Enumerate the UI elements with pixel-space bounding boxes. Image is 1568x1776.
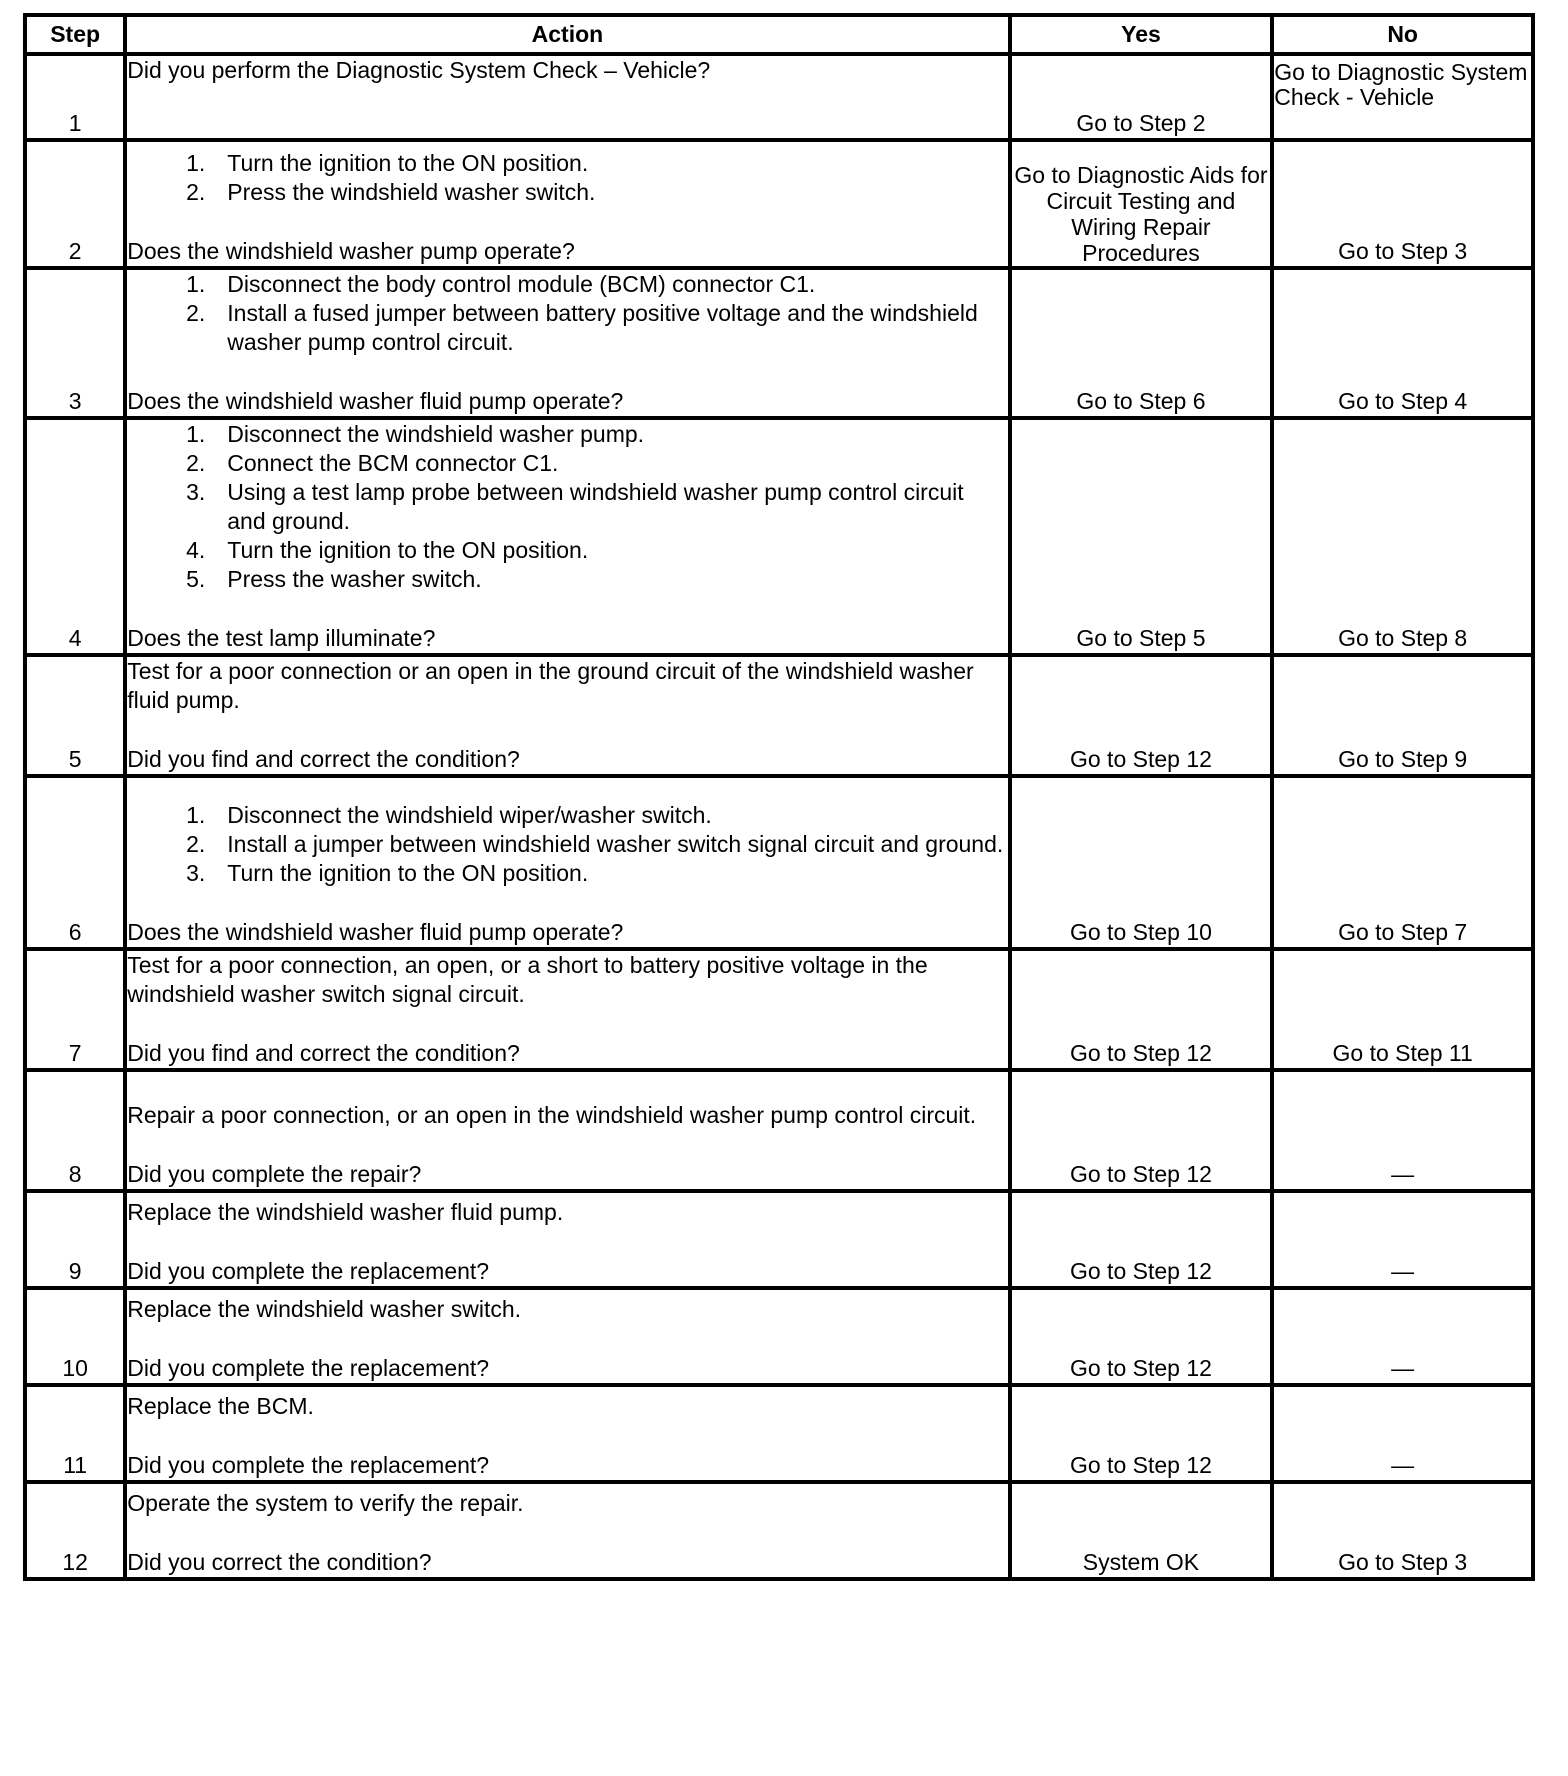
step-number: 9 bbox=[25, 1191, 125, 1288]
yes-cell: Go to Step 12 bbox=[1010, 1070, 1273, 1191]
action-instruction: Replace the windshield washer switch. bbox=[127, 1296, 522, 1322]
step-number: 5 bbox=[25, 655, 125, 776]
action-cell bbox=[125, 140, 1009, 268]
table-row bbox=[25, 655, 1533, 776]
table-row bbox=[25, 1070, 1533, 1191]
list-item: 2. Install a fused jumper between battery positive voltage and the windshield washer pump control circuit. bbox=[186, 300, 978, 355]
action-question: Did you find and correct the condition? bbox=[127, 746, 520, 772]
table-row bbox=[25, 418, 1533, 655]
action-instruction: Operate the system to verify the repair. bbox=[127, 1490, 524, 1516]
action-cell bbox=[125, 1482, 1009, 1579]
table-row bbox=[25, 1482, 1533, 1579]
table-row bbox=[25, 140, 1533, 268]
no-cell: Go to Step 3 bbox=[1272, 140, 1533, 268]
table-row bbox=[25, 949, 1533, 1070]
no-cell: Go to Diagnostic System Check - Vehicle bbox=[1272, 54, 1533, 140]
no-cell: — bbox=[1272, 1288, 1533, 1385]
table-row bbox=[25, 1385, 1533, 1482]
list-item: 1. Disconnect the windshield washer pump. bbox=[186, 421, 645, 447]
yes-cell: System OK bbox=[1010, 1482, 1273, 1579]
action-question: Does the windshield washer pump operate? bbox=[127, 238, 575, 264]
no-cell: Go to Step 11 bbox=[1272, 949, 1533, 1070]
action-question: Did you complete the replacement? bbox=[127, 1258, 490, 1284]
action-steps bbox=[127, 420, 1007, 594]
header-yes: Yes bbox=[1010, 15, 1273, 54]
header-no: No bbox=[1272, 15, 1533, 54]
action-question: Did you complete the repair? bbox=[127, 1161, 422, 1187]
action-instruction: Test for a poor connection, an open, or a short to battery positive voltage in the windshield washer switch signal circuit. bbox=[127, 952, 928, 1007]
table-row bbox=[25, 1191, 1533, 1288]
step-number: 4 bbox=[25, 418, 125, 655]
list-item: 1. Turn the ignition to the ON position. bbox=[186, 150, 589, 176]
no-cell: Go to Step 3 bbox=[1272, 1482, 1533, 1579]
header-action: Action bbox=[125, 15, 1009, 54]
action-instruction: Test for a poor connection or an open in the ground circuit of the windshield washer fluid pump. bbox=[127, 658, 974, 713]
list-item: 3. Using a test lamp probe between windshield washer pump control circuit and ground. bbox=[186, 479, 964, 534]
no-cell: — bbox=[1272, 1385, 1533, 1482]
step-number: 6 bbox=[25, 776, 125, 949]
step-number: 7 bbox=[25, 949, 125, 1070]
yes-cell: Go to Step 5 bbox=[1010, 418, 1273, 655]
action-cell bbox=[125, 268, 1009, 418]
yes-cell: Go to Step 12 bbox=[1010, 1288, 1273, 1385]
action-cell bbox=[125, 949, 1009, 1070]
yes-cell: Go to Step 12 bbox=[1010, 949, 1273, 1070]
header-row bbox=[25, 15, 1533, 54]
action-question: Did you complete the replacement? bbox=[127, 1355, 490, 1381]
action-steps bbox=[127, 270, 1007, 357]
header-step: Step bbox=[25, 15, 125, 54]
diagnostic-table bbox=[23, 13, 1535, 1581]
action-cell bbox=[125, 1191, 1009, 1288]
step-number: 10 bbox=[25, 1288, 125, 1385]
yes-cell: Go to Step 2 bbox=[1010, 54, 1273, 140]
list-item: 2. Install a jumper between windshield washer switch signal circuit and ground. bbox=[186, 831, 1004, 857]
table-row bbox=[25, 776, 1533, 949]
action-steps bbox=[127, 801, 1007, 888]
no-cell: Go to Step 4 bbox=[1272, 268, 1533, 418]
no-cell: Go to Step 7 bbox=[1272, 776, 1533, 949]
action-cell bbox=[125, 1385, 1009, 1482]
action-instruction: Repair a poor connection, or an open in the windshield washer pump control circuit. bbox=[127, 1102, 977, 1128]
step-number: 11 bbox=[25, 1385, 125, 1482]
no-cell: — bbox=[1272, 1070, 1533, 1191]
step-number: 8 bbox=[25, 1070, 125, 1191]
no-cell: Go to Step 8 bbox=[1272, 418, 1533, 655]
action-cell bbox=[125, 1070, 1009, 1191]
action-question: Did you complete the replacement? bbox=[127, 1452, 490, 1478]
action-instruction: Replace the windshield washer fluid pump. bbox=[127, 1199, 564, 1225]
yes-cell: Go to Diagnostic Aids for Circuit Testing and Wiring Repair Procedures bbox=[1010, 140, 1273, 268]
yes-cell: Go to Step 12 bbox=[1010, 655, 1273, 776]
step-number: 1 bbox=[25, 54, 125, 140]
no-cell: — bbox=[1272, 1191, 1533, 1288]
yes-cell: Go to Step 6 bbox=[1010, 268, 1273, 418]
table-row bbox=[25, 1288, 1533, 1385]
table-row bbox=[25, 268, 1533, 418]
list-item: 2. Press the windshield washer switch. bbox=[186, 179, 596, 205]
action-question: Did you perform the Diagnostic System Check – Vehicle? bbox=[127, 57, 711, 83]
yes-cell: Go to Step 12 bbox=[1010, 1385, 1273, 1482]
step-number: 3 bbox=[25, 268, 125, 418]
list-item: 4. Turn the ignition to the ON position. bbox=[186, 537, 589, 563]
action-question: Does the windshield washer fluid pump operate? bbox=[127, 388, 624, 414]
step-number: 2 bbox=[25, 140, 125, 268]
list-item: 1. Disconnect the body control module (BCM) connector C1. bbox=[186, 271, 816, 297]
action-question: Does the windshield washer fluid pump operate? bbox=[127, 919, 624, 945]
action-instruction: Replace the BCM. bbox=[127, 1393, 314, 1419]
action-cell bbox=[125, 54, 1009, 140]
action-cell bbox=[125, 655, 1009, 776]
action-question: Did you correct the condition? bbox=[127, 1549, 432, 1575]
action-question: Does the test lamp illuminate? bbox=[127, 625, 436, 651]
step-number: 12 bbox=[25, 1482, 125, 1579]
action-steps bbox=[127, 149, 1007, 207]
yes-cell: Go to Step 10 bbox=[1010, 776, 1273, 949]
no-cell: Go to Step 9 bbox=[1272, 655, 1533, 776]
table-row bbox=[25, 54, 1533, 140]
action-cell bbox=[125, 1288, 1009, 1385]
list-item: 5. Press the washer switch. bbox=[186, 566, 482, 592]
action-cell bbox=[125, 776, 1009, 949]
list-item: 2. Connect the BCM connector C1. bbox=[186, 450, 559, 476]
list-item: 3. Turn the ignition to the ON position. bbox=[186, 860, 589, 886]
yes-cell: Go to Step 12 bbox=[1010, 1191, 1273, 1288]
list-item: 1. Disconnect the windshield wiper/washer switch. bbox=[186, 802, 712, 828]
action-question: Did you find and correct the condition? bbox=[127, 1040, 520, 1066]
action-cell bbox=[125, 418, 1009, 655]
